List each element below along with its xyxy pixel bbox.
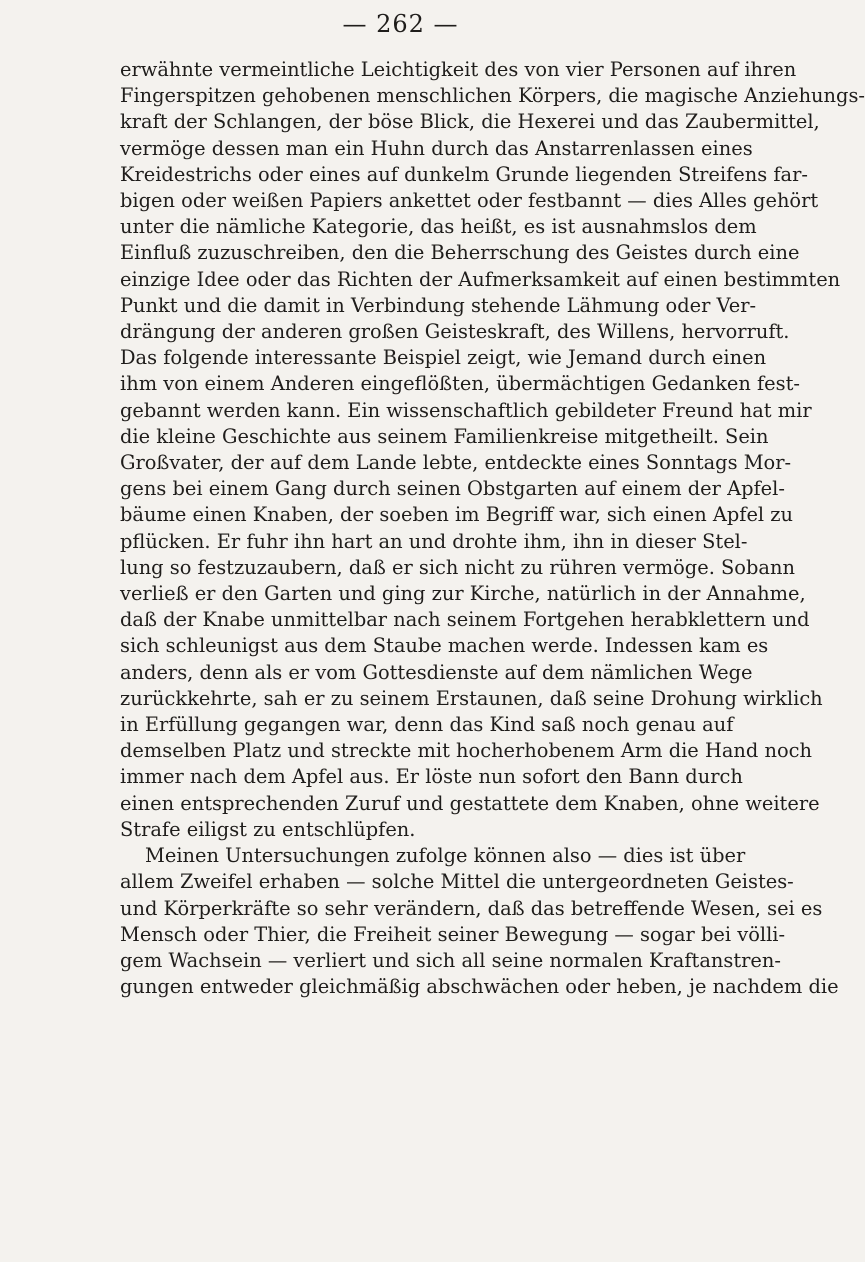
text-line: gem Wachsein — verliert und sich all seine normalen Kraftanstren- [120,948,781,972]
text-line: in Erfüllung gegangen war, denn das Kind saß noch genau auf [120,713,734,737]
text-line: erwähnte vermeintliche Leichtigkeit des von vier Personen auf ihren [120,58,797,81]
text-line: vermöge dessen man ein Huhn durch das Anstarrenlassen eines [120,136,753,160]
text-line: Einfluß zuzuschreiben, den die Beherrschung des Geistes durch eine [120,241,800,265]
paragraph [120,843,839,1000]
body-text [120,57,865,1000]
text-line: anders, denn als er vom Gottesdienste auf dem nämlichen Wege [120,660,753,684]
text-line: bigen oder weißen Papiers ankettet oder festbannt — dies Alles gehört [120,189,819,213]
text-line: Großvater, der auf dem Lande lebte, entdeckte eines Sonntags Mor- [120,451,792,475]
text-line: Mensch oder Thier, die Freiheit seiner Bewegung — sogar bei völli- [120,922,786,946]
text-line: bäume einen Knaben, der soeben im Begriff war, sich einen Apfel zu [120,503,793,527]
text-line: Punkt und die damit in Verbindung stehende Lähmung oder Ver- [120,293,757,317]
text-line: gungen entweder gleichmäßig abschwächen oder heben, je nachdem die [120,975,839,999]
text-line: die kleine Geschichte aus seinem Familienkreise mitgetheilt. Sein [120,424,769,448]
text-line: einzige Idee oder das Richten der Aufmerksamkeit auf einen bestimmten [120,267,841,291]
text-line: Kreidestrichs oder eines auf dunkelm Grunde liegenden Streifens far- [120,162,808,186]
text-line: unter die nämliche Kategorie, das heißt, es ist ausnahmslos dem [120,215,757,239]
text-line: Strafe eiligst zu entschlüpfen. [120,817,416,841]
text-line: drängung der anderen großen Geisteskraft, des Willens, hervorruft. [120,320,790,344]
text-line: sich schleunigst aus dem Staube machen werde. Indessen kam es [120,634,769,658]
text-line: ihm von einem Anderen eingeflößten, übermächtigen Gedanken fest- [120,372,800,396]
text-line: allem Zweifel erhaben — solche Mittel die untergeordneten Geistes- [120,870,794,894]
text-line: Meinen Untersuchungen zufolge können also — dies ist über [145,844,746,868]
page-number: — 262 — [342,10,459,38]
text-line: gebannt werden kann. Ein wissenschaftlich gebildeter Freund hat mir [120,398,812,422]
text-line: immer nach dem Apfel aus. Er löste nun sofort den Bann durch [120,765,743,789]
text-line: Fingerspitzen gehobenen menschlichen Körpers, die magische Anziehungs- [120,84,865,108]
text-line: demselben Platz und streckte mit hocherhobenem Arm die Hand noch [120,739,812,763]
text-line: pflücken. Er fuhr ihn hart an und drohte ihm, ihn in dieser Stel- [120,529,748,553]
text-line: kraft der Schlangen, der böse Blick, die Hexerei und das Zaubermittel, [120,110,820,134]
text-line: und Körperkräfte so sehr verändern, daß das betreffende Wesen, sei es [120,896,823,920]
text-line: gens bei einem Gang durch seinen Obstgarten auf einem der Apfel- [120,477,785,501]
text-line: daß der Knabe unmittelbar nach seinem Fortgehen herabklettern und [120,608,810,632]
paragraph [120,57,865,843]
text-line: verließ er den Garten und ging zur Kirche, natürlich in der Annahme, [120,582,806,606]
text-line: lung so festzuzaubern, daß er sich nicht zu rühren vermöge. Sobann [120,555,795,579]
text-line: Das folgende interessante Beispiel zeigt, wie Jemand durch einen [120,346,767,370]
text-line: einen entsprechenden Zuruf und gestattete dem Knaben, ohne weitere [120,791,820,815]
text-line: zurückkehrte, sah er zu seinem Erstaunen, daß seine Drohung wirklich [120,686,823,710]
